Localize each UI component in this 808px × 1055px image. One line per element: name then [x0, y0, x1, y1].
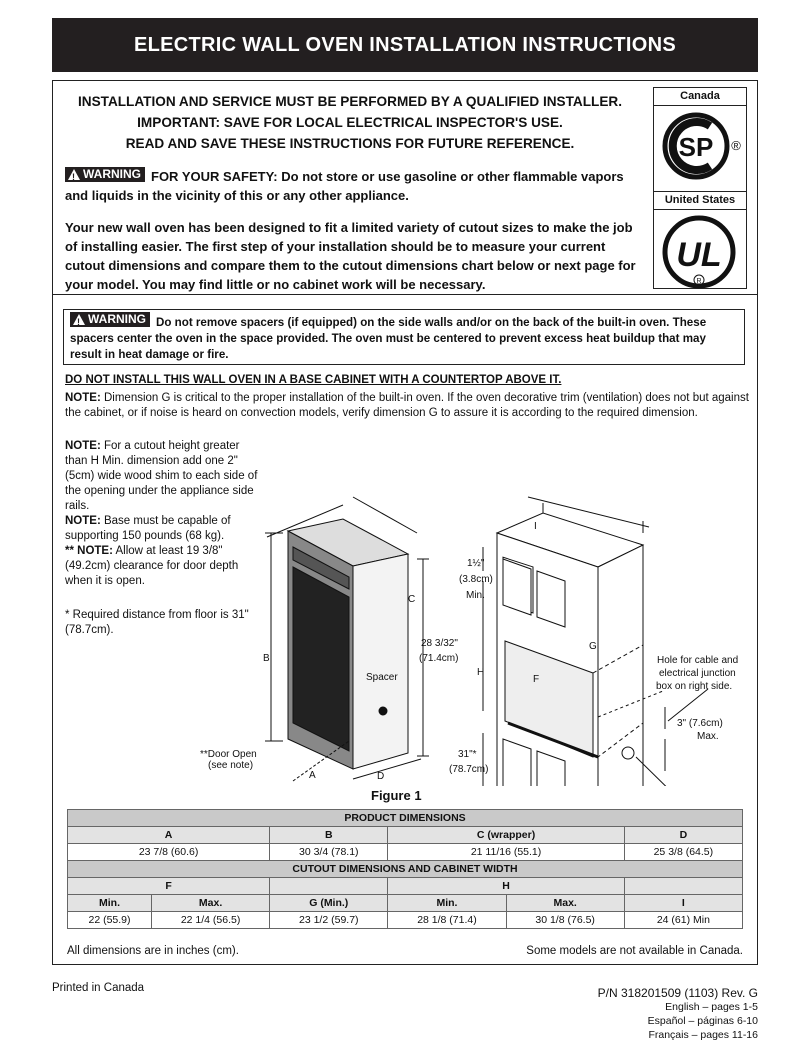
svg-text:Spacer: Spacer	[366, 672, 398, 683]
ul-logo-icon	[654, 210, 745, 294]
group-g-blank	[270, 878, 388, 895]
svg-text:B: B	[263, 653, 270, 664]
svg-text:**Door Open: **Door Open	[200, 749, 257, 760]
door-clearance-note: ** NOTE: Allow at least 19 3/8" (49.2cm) clearance for door depth when it is open.	[65, 545, 239, 587]
part-number-block	[598, 986, 758, 1042]
svg-text:I: I	[534, 521, 537, 532]
dimensions-table	[67, 809, 743, 929]
group-i-blank	[624, 878, 742, 895]
safety-text: FOR YOUR SAFETY: Do not store or use gasoline or other flammable vapors and liquids in the vicinity of this or any other appliance.	[65, 169, 624, 203]
value-d: 25 3/8 (64.5)	[624, 844, 742, 861]
svg-text:31"*: 31"*	[458, 749, 477, 760]
dimension-g-note: NOTE: Dimension G is critical to the proper installation of the built-in oven. If the oven decorative trim (ventilation) does not but against the cabinet, or if noise is heard on convection models, verify dimension G to assure it is according to the required dimension.	[65, 392, 749, 419]
intro-paragraph: Your new wall oven has been designed to fit a limited variety of cutout sizes to make the job of installing easier. The first step of your installation should be to measure your current cutout dimensions and compare them to the cutout dimensions chart below or next page for your model. You may find little or no cabinet work will be necessary.	[65, 220, 636, 292]
heading-line: INSTALLATION AND SERVICE MUST BE PERFORMED BY A QUALIFIED INSTALLER.	[77, 94, 622, 109]
svg-text:Hole for cable and: Hole for cable and	[657, 655, 739, 666]
page-title: ELECTRIC WALL OVEN INSTALLATION INSTRUCTIONS	[52, 18, 758, 72]
units-note: All dimensions are in inches (cm).	[67, 945, 239, 957]
svg-text:electrical junction: electrical junction	[659, 668, 736, 679]
value-c: 21 11/16 (55.1)	[388, 844, 624, 861]
availability-note: Some models are not available in Canada.	[526, 945, 743, 957]
col-f-max: Max.	[152, 895, 270, 912]
svg-text:(71.4cm): (71.4cm)	[419, 653, 459, 664]
svg-text:(3.8cm): (3.8cm)	[459, 574, 493, 585]
svg-text:3" (7.6cm): 3" (7.6cm)	[677, 718, 723, 729]
value-b: 30 3/4 (78.1)	[270, 844, 388, 861]
spacer-warning	[63, 309, 745, 365]
intro-section	[53, 81, 757, 295]
col-a: A	[68, 827, 270, 844]
warning-badge: ! WARNING	[70, 312, 150, 327]
us-label: United States	[654, 191, 746, 210]
installer-heading	[65, 91, 635, 154]
col-b: B	[270, 827, 388, 844]
base-cabinet-note: DO NOT INSTALL THIS WALL OVEN IN A BASE CABINET WITH A COUNTERTOP ABOVE IT.	[65, 374, 562, 386]
col-d: D	[624, 827, 742, 844]
printed-location: Printed in Canada	[52, 982, 145, 994]
floor-distance-note: * Required distance from floor is 31" (78.7cm).	[65, 609, 249, 636]
base-support-note: NOTE: Base must be capable of supporting 150 pounds (68 kg).	[65, 515, 231, 542]
col-f-min: Min.	[68, 895, 152, 912]
value-f-min: 22 (55.9)	[68, 912, 152, 929]
svg-text:Min.: Min.	[466, 590, 485, 601]
csa-text: SP	[678, 132, 714, 162]
group-f: F	[68, 878, 270, 895]
svg-text:Max.: Max.	[697, 731, 719, 742]
value-f-max: 22 1/4 (56.5)	[152, 912, 270, 929]
cutout-height-note: NOTE: For a cutout height greater than H Min. dimension add one 2" (5cm) wide wood shim to each side of the opening under the appliance side rails.	[65, 440, 258, 512]
warning-badge: ! WARNING	[65, 167, 145, 182]
svg-text:1½": 1½"	[467, 558, 485, 569]
heading-line: IMPORTANT: SAVE FOR LOCAL ELECTRICAL INSPECTOR'S USE.	[137, 115, 563, 130]
certification-box	[653, 87, 747, 289]
cutout-dimensions-header: CUTOUT DIMENSIONS AND CABINET WIDTH	[68, 861, 743, 878]
svg-text:(see note): (see note)	[208, 760, 254, 771]
language-french: Français – pages 11-16	[648, 1029, 758, 1041]
svg-text:®: ®	[731, 138, 741, 153]
col-g-min: G (Min.)	[270, 895, 388, 912]
safety-warning	[65, 167, 650, 205]
part-number: P/N 318201509 (1103) Rev. G	[597, 986, 758, 1000]
canada-label: Canada	[654, 88, 746, 106]
svg-text:G: G	[589, 641, 597, 652]
value-a: 23 7/8 (60.6)	[68, 844, 270, 861]
col-h-max: Max.	[506, 895, 624, 912]
figure-caption: Figure 1	[371, 788, 422, 803]
col-c: C (wrapper)	[388, 827, 624, 844]
product-dimensions-header: PRODUCT DIMENSIONS	[68, 810, 743, 827]
svg-text:F: F	[533, 674, 540, 685]
value-g-min: 23 1/2 (59.7)	[270, 912, 388, 929]
csa-logo-icon	[654, 106, 745, 186]
svg-text:C: C	[408, 594, 416, 605]
svg-text:(78.7cm): (78.7cm)	[449, 764, 489, 775]
ul-text: UL	[676, 236, 722, 274]
heading-line: READ AND SAVE THESE INSTRUCTIONS FOR FUTURE REFERENCE.	[125, 136, 575, 151]
language-spanish: Español – páginas 6-10	[647, 1015, 758, 1027]
col-h-min: Min.	[388, 895, 506, 912]
warning-triangle-icon	[68, 169, 80, 180]
svg-text:28 3/32": 28 3/32"	[421, 638, 458, 649]
value-i: 24 (61) Min	[624, 912, 742, 929]
svg-text:D: D	[377, 771, 385, 782]
instruction-frame	[52, 80, 758, 965]
svg-text:R: R	[696, 278, 702, 285]
value-h-min: 28 1/8 (71.4)	[388, 912, 506, 929]
installation-diagram	[53, 421, 757, 786]
col-i: I	[624, 895, 742, 912]
group-h: H	[388, 878, 624, 895]
svg-text:H: H	[477, 667, 485, 678]
warning-triangle-icon	[73, 314, 85, 325]
svg-text:A: A	[309, 770, 316, 781]
spacer-warning-text: Do not remove spacers (if equipped) on the side walls and/or on the back of the built-in oven. These spacers center the oven in the space provided. The oven must be centered to prevent excess heat buildup that may result in heat damage or fire.	[70, 316, 707, 361]
svg-text:box on right side.: box on right side.	[656, 681, 733, 692]
language-english: English – pages 1-5	[665, 1001, 758, 1013]
value-h-max: 30 1/8 (76.5)	[506, 912, 624, 929]
